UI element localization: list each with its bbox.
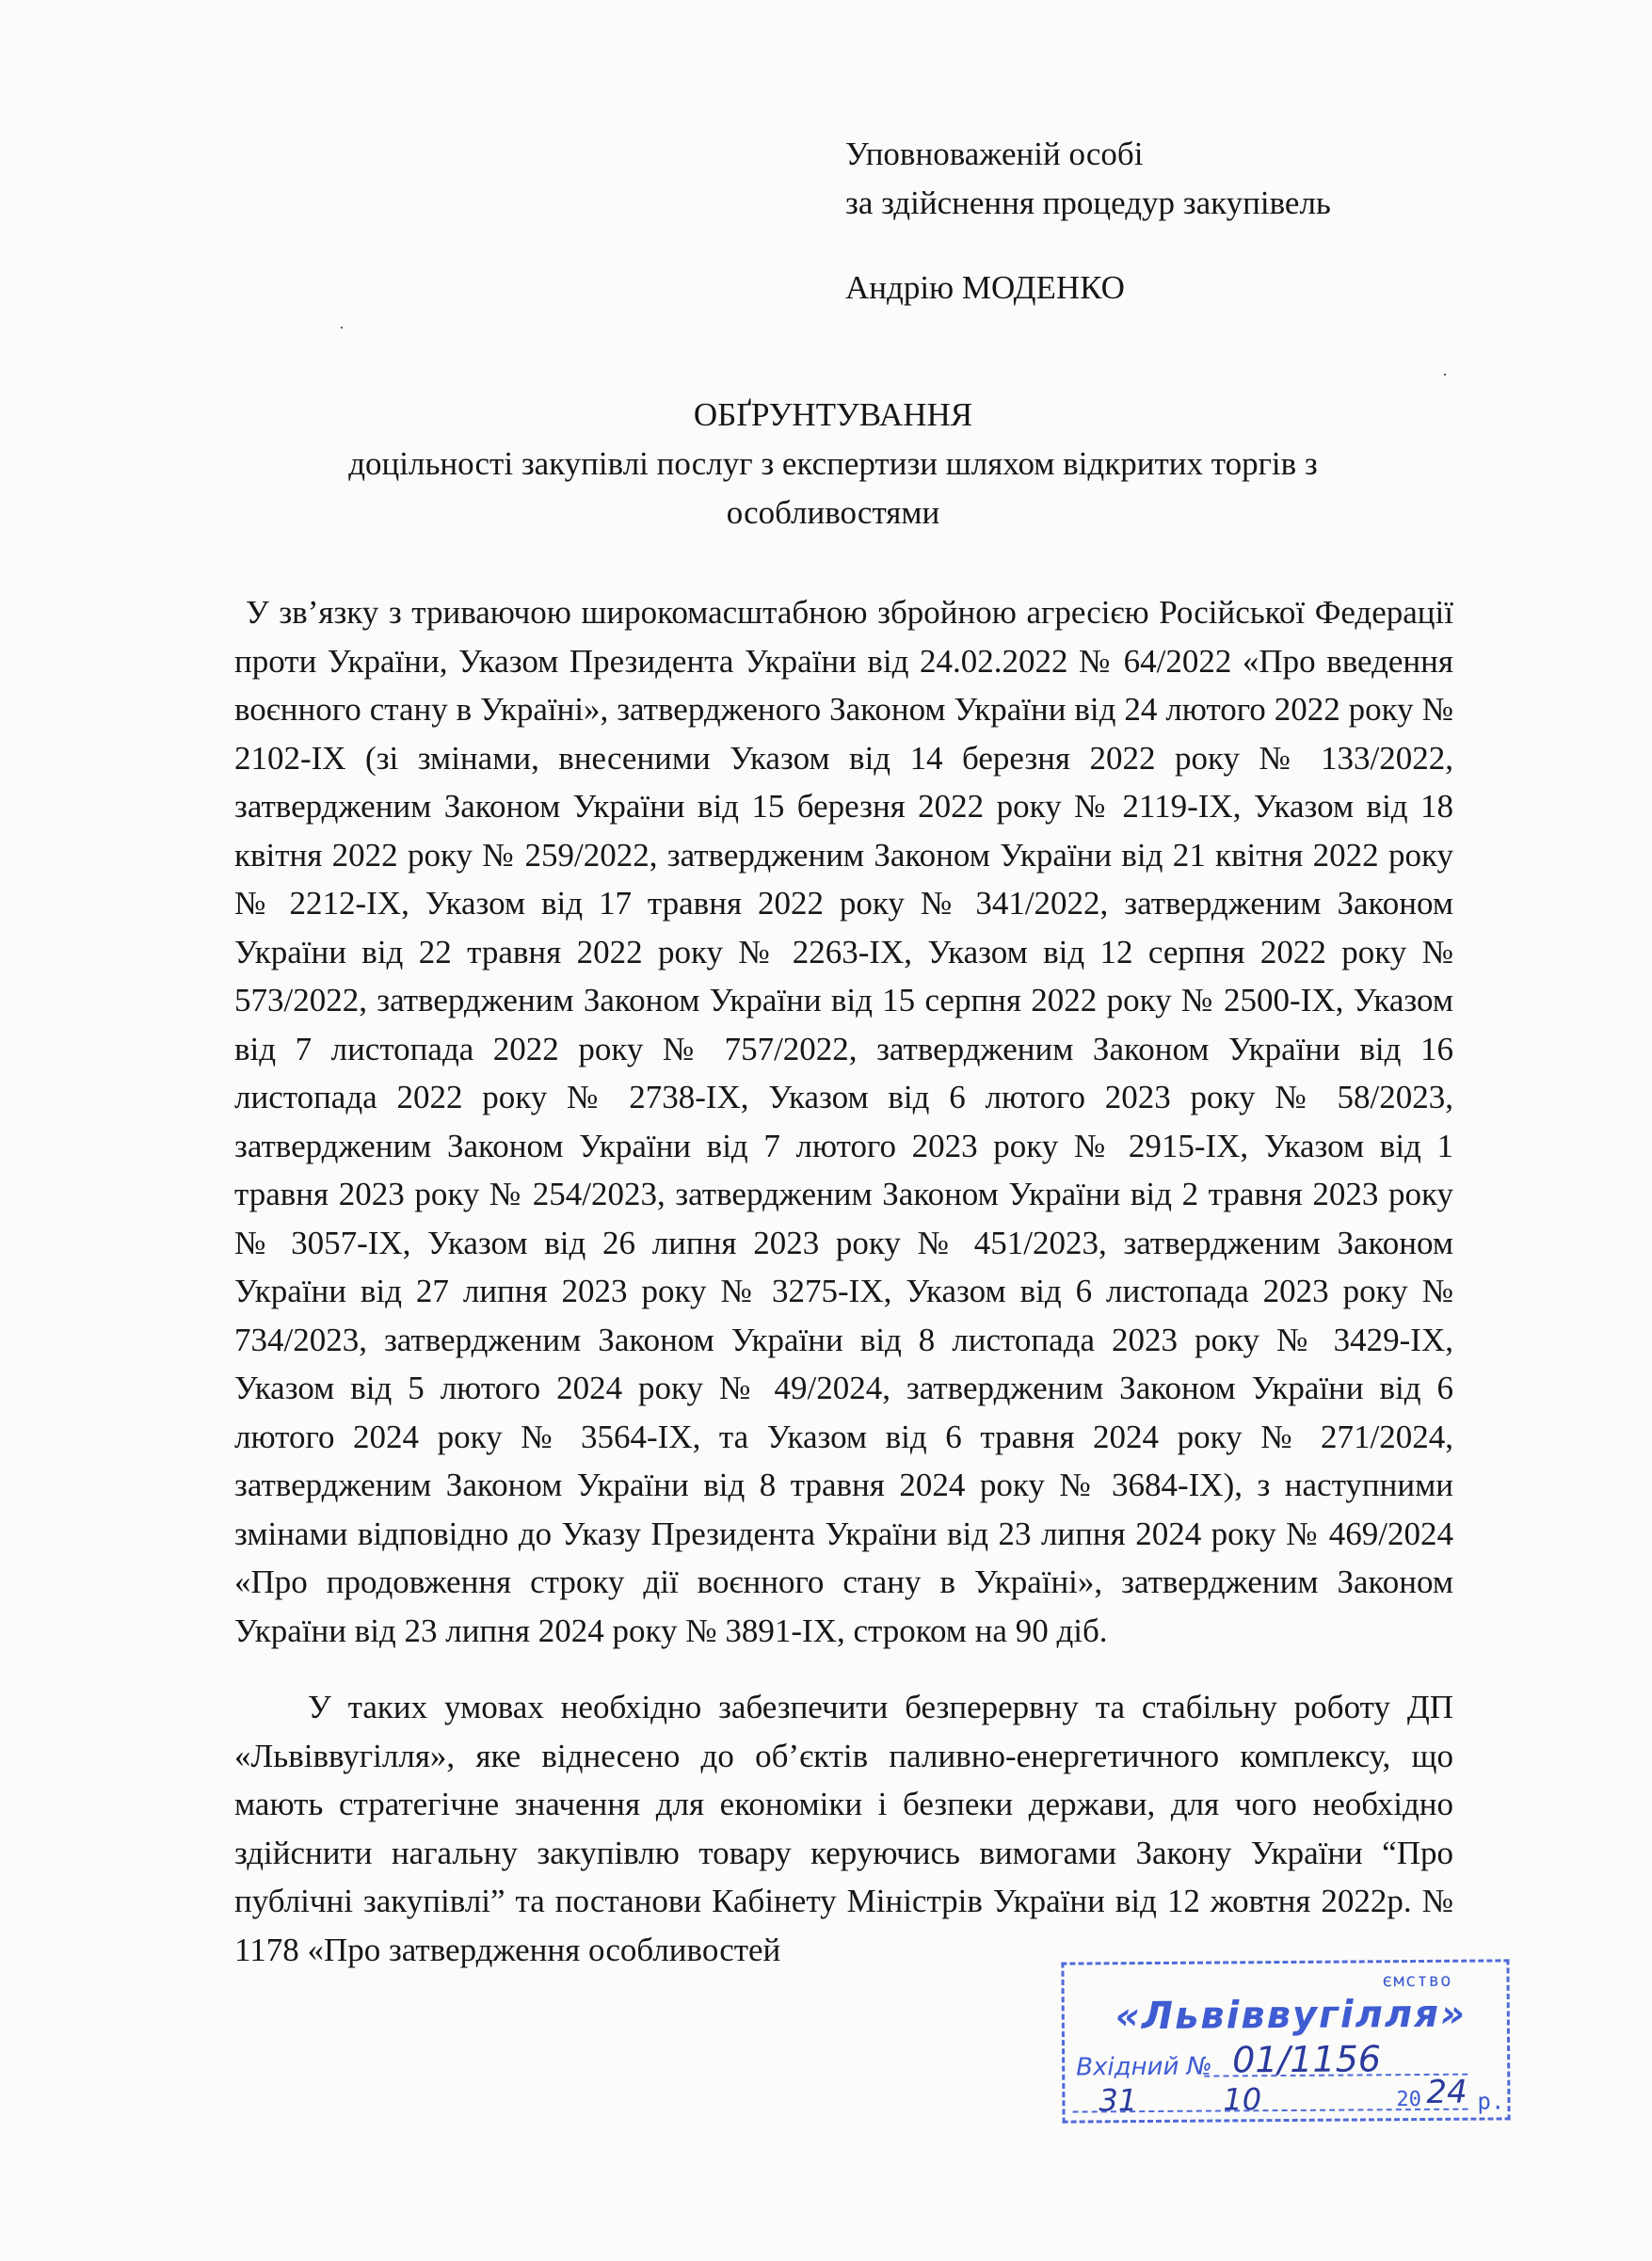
addressee-name: Андрію МОДЕНКО — [845, 269, 1125, 306]
stamp-year-prefix: 20 — [1396, 2087, 1422, 2112]
addressee-line-1: Уповноваженій особі — [845, 136, 1144, 172]
document-subtitle-line-2: особливостями — [726, 494, 940, 531]
stamp-org-name: «Львіввугілля» — [1115, 1992, 1468, 2039]
incoming-registration-stamp — [1061, 1959, 1510, 2123]
addressee-line-2: за здійснення процедур закупівель — [845, 184, 1331, 221]
document-body — [234, 588, 1453, 1974]
stamp-day: 31 — [1099, 2082, 1138, 2119]
stamp-year-label: р. — [1477, 2088, 1505, 2115]
scan-speck: · — [1442, 365, 1448, 384]
stamp-incoming-number: 01/1156 — [1231, 2038, 1382, 2081]
stamp-incoming-label: Вхідний № — [1076, 2052, 1212, 2082]
document-title: ОБҐРУНТУВАННЯ — [693, 396, 973, 433]
paragraph-2: У таких умовах необхідно забезпечити безперервну та стабільну роботу ДП «Львіввугілля», яке віднесено до об’єктів паливно-енергетичного комплексу, що мають стратегічне значення для економіки і безпеки держави, для чого необхідно здійснити нагальну закупівлю товару керуючись вимогами Закону України “Про публічні закупівлі” та постанови Кабінету Міністрів України від 12 жовтня 2022р. № 1178 «Про затвердження особливостей — [234, 1689, 1453, 1968]
stamp-org-top: ємство — [1381, 1969, 1452, 1992]
scan-speck: · — [339, 318, 345, 337]
stamp-year-suffix: 24 — [1426, 2073, 1468, 2111]
stamp-month: 10 — [1223, 2081, 1262, 2118]
paragraph-1: У зв’язку з триваючою широкомасштабною збройною агресією Російської Федерації проти України, Указом Президента України від 24.02.2022 № 64/2022 «Про введення воєнного стану в Україні», затвердженого Законом України від 24 лютого 2022 року № 2102-IX (зі змінами, внесеними Указом від 14 березня 2022 року № 133/2022, затвердженим Законом України від 15 березня 2022 року № 2119-IX, Указом від 18 квітня 2022 року № 259/2022, затвердженим Законом України від 21 квітня 2022 року № 2212-IX, Указом від 17 травня 2022 року № 341/2022, затвердженим Законом України від 22 травня 2022 року № 2263-IX, Указом від 12 серпня 2022 року № 573/2022, затвердженим Законом України від 15 серпня 2022 року № 2500-IX, Указом від 7 листопада 2022 року № 757/2022, затвердженим Законом України від 16 листопада 2022 року № 2738-IX, Указом від 6 лютого 2023 року № 58/2023, затвердженим Законом України від 7 лютого 2023 року № 2915-IX, Указом від 1 травня 2023 року № 254/2023, затвердженим Законом України від 2 травня 2023 року № 3057-IX, Указом від 26 липня 2023 року № 451/2023, затвердженим Законом України від 27 липня 2023 року № 3275-IX, Указом від 6 листопада 2023 року № 734/2023, затвердженим Законом України від 8 листопада 2023 року № 3429-IX, Указом від 5 лютого 2024 року № 49/2024, затвердженим Законом України від 6 лютого 2024 року № 3564-IX, та Указом від 6 травня 2024 року № 271/2024, затвердженим Законом України від 8 травня 2024 року № 3684-IX), з наступними змінами відповідно до Указу Президента України від 23 липня 2024 року № 469/2024 «Про продовження строку дії воєнного стану в Україні», затвердженим Законом України від 23 липня 2024 року № 3891-IX, строком на 90 діб. — [234, 594, 1453, 1649]
document-title-block — [226, 391, 1440, 537]
document-subtitle-line-1: доцільності закупівлі послуг з експертизи шляхом відкритих торгів з — [348, 445, 1318, 482]
addressee-block — [845, 130, 1331, 313]
